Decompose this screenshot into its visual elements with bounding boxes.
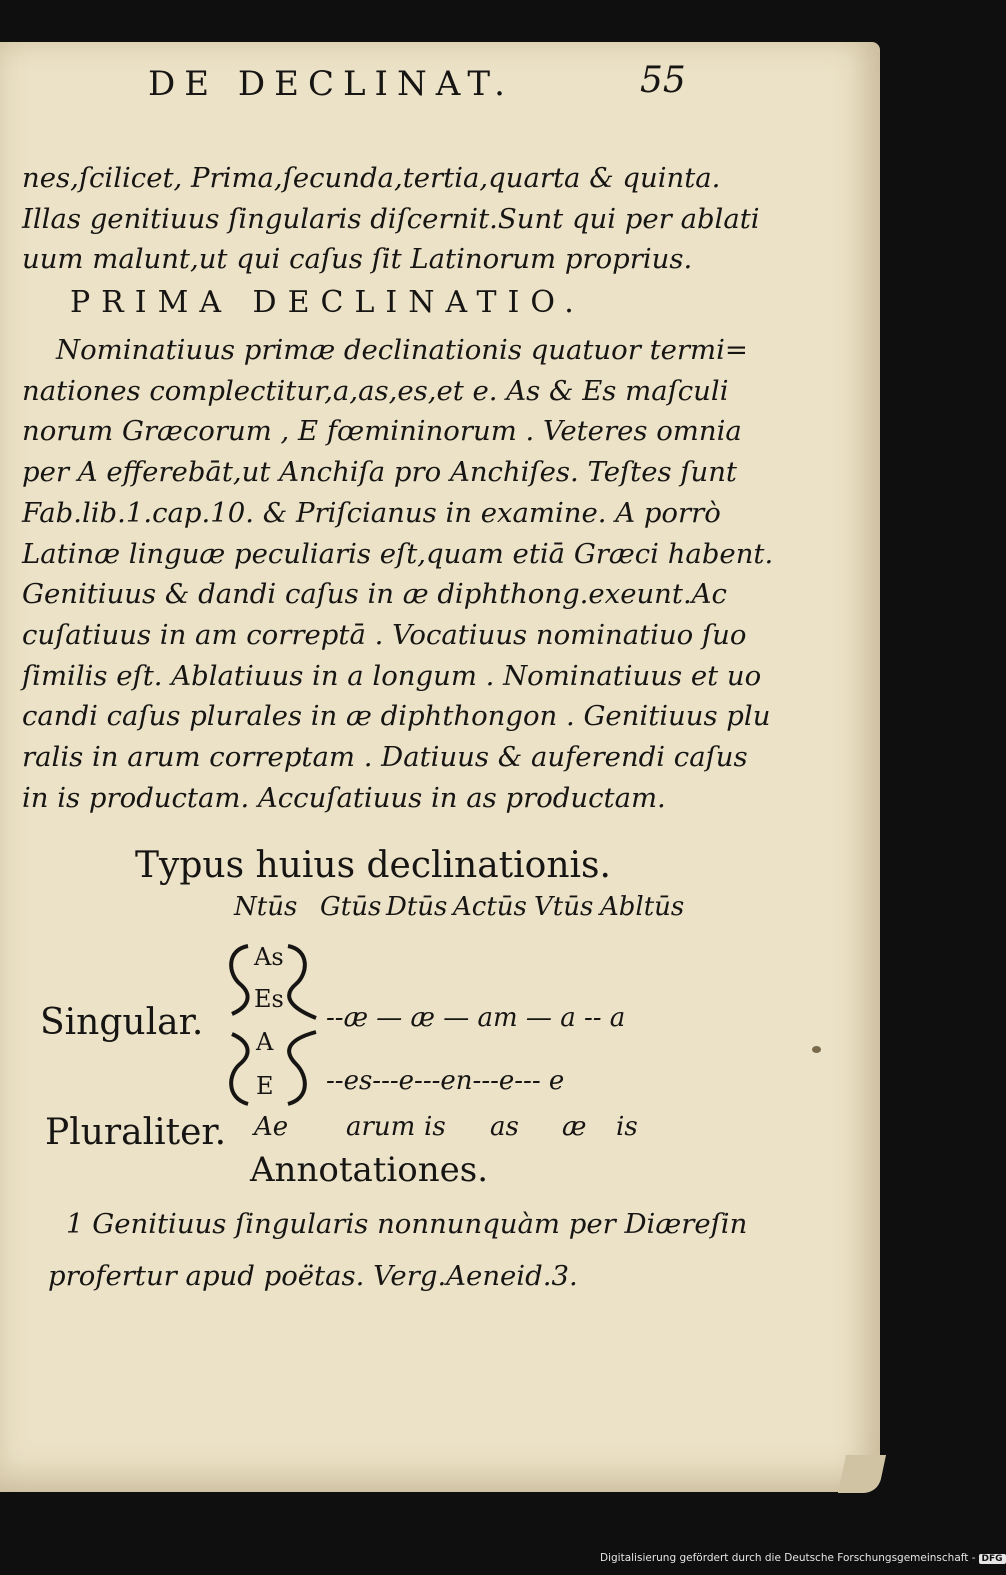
header-accusative: Actūs xyxy=(453,892,527,922)
text-line: norum Græcorum , E fœmininorum . Veteres omnia xyxy=(22,415,742,448)
text-line: nes,ſcilicet, Prima,ſecunda,tertia,quarta & quinta. xyxy=(22,162,721,194)
singular-endings-e-row: --es---e---en---e--- e xyxy=(326,1066,565,1096)
text-line: Latinæ linguæ peculiaris eſt,quam etiā Græci habent. xyxy=(22,537,774,570)
digitization-footer xyxy=(600,1552,1006,1564)
running-head: DE DECLINAT. xyxy=(148,64,514,104)
header-nominative: Ntūs xyxy=(234,892,298,922)
annotations-paragraph xyxy=(48,1198,748,1302)
text-line: candi caſus plurales in æ diphthongon . Genitiuus plu xyxy=(22,700,771,733)
plural-dative: is xyxy=(424,1112,446,1142)
note-line: profertur apud poëtas. Verg.Aeneid.3. xyxy=(48,1260,578,1292)
section-title: PRIMA DECLINATIO. xyxy=(70,285,585,320)
singular-endings-row: --æ — æ — am — a -- a xyxy=(326,1003,626,1033)
page-corner-fold xyxy=(838,1455,886,1493)
singular-label: Singular. xyxy=(40,1002,204,1043)
header-ablative: Abltūs xyxy=(600,892,685,922)
page-number: 55 xyxy=(640,60,686,101)
note-line: 1 Genitiuus ſingularis nonnunquàm per Diæreſin xyxy=(66,1208,748,1240)
form-e: E xyxy=(256,1072,274,1100)
text-line: Fab.lib.1.cap.10. & Priſcianus in examine. A porrò xyxy=(22,496,721,529)
form-as: As xyxy=(254,943,284,971)
form-es: Es xyxy=(254,985,284,1013)
text-line: nationes complectitur,a,as,es,et e. As & Es maſculi xyxy=(22,374,729,407)
header-genitive: Gtūs xyxy=(320,892,382,922)
text-line: uum malunt,ut qui caſus ſit Latinorum proprius. xyxy=(22,243,693,276)
text-line: Illas genitiuus ſingularis diſcernit.Sunt qui per ablati xyxy=(22,202,760,235)
footer-text: Digitalisierung gefördert durch die Deutsche Forschungsgemeinschaft - xyxy=(600,1552,976,1564)
paper-spot xyxy=(812,1046,821,1053)
text-line: Genitiuus & dandi caſus in æ diphthong.exeunt.Ac xyxy=(22,578,727,611)
plural-ablative: is xyxy=(616,1112,638,1142)
text-line: per A efferebāt,ut Anchiſa pro Anchiſes. Teſtes ſunt xyxy=(22,456,737,489)
text-line: Nominatiuus primæ declinationis quatuor termi= xyxy=(56,334,748,366)
paradigm-title: Typus huius declinationis. xyxy=(135,845,611,886)
plural-label: Pluraliter. xyxy=(45,1112,227,1153)
header-dative: Dtūs xyxy=(386,892,448,922)
dfg-logo-badge: DFG xyxy=(979,1554,1006,1564)
plural-vocative: æ xyxy=(562,1112,587,1142)
plural-nominative: Ae xyxy=(254,1112,289,1142)
text-line: in is productam. Accuſatiuus in as productam. xyxy=(22,781,666,814)
annotations-title: Annotationes. xyxy=(250,1150,489,1190)
form-a: A xyxy=(256,1028,274,1056)
header-vocative: Vtūs xyxy=(534,892,594,922)
text-line: cuſatiuus in am correptā . Vocatiuus nominatiuo ſuo xyxy=(22,618,747,651)
plural-genitive: arum xyxy=(346,1112,416,1142)
text-line: ſimilis eſt. Ablatiuus in a longum . Nominatiuus et uo xyxy=(22,659,762,692)
text-line: ralis in arum correptam . Datiuus & auferendi caſus xyxy=(22,741,748,774)
plural-accusative: as xyxy=(490,1112,519,1142)
